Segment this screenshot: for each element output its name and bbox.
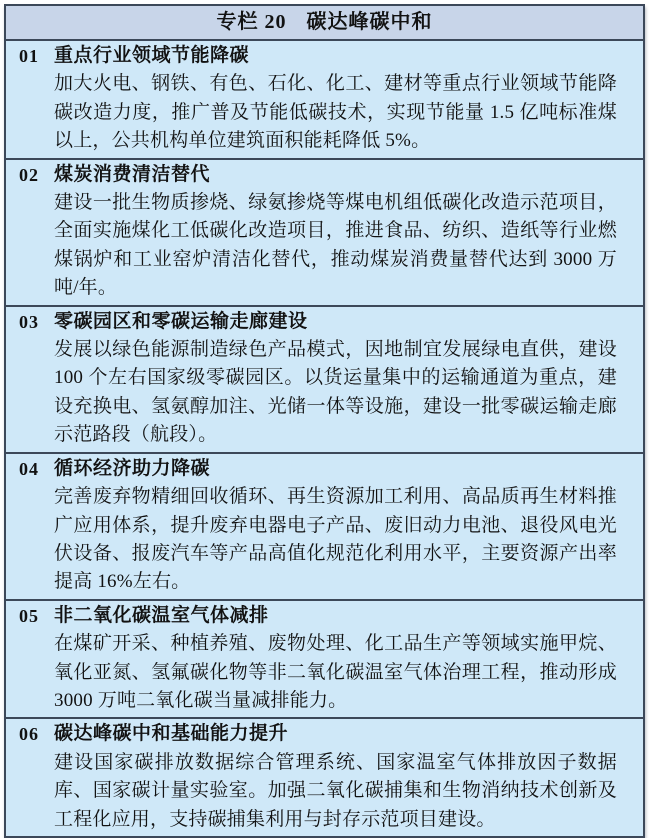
section-03 — [6, 305, 643, 452]
section-heading: 零碳园区和零碳运输走廊建设 — [54, 310, 308, 332]
panel-header — [6, 6, 643, 39]
section-body: 在煤矿开采、种植养殖、废物处理、化工品生产等领域实施甲烷、氧化亚氮、氢氟碳化物等非二氧化碳温室气体治理工程，推动形成 3000 万吨二氧化碳当量减排能力。 — [54, 633, 617, 711]
section-body: 建设国家碳排放数据综合管理系统、国家温室气体排放因子数据库、国家碳计量实验室。加强二氧化碳捕集和生物消纳技术创新及工程化应用，支持碳捕集利用与封存示范项目建设。 — [54, 751, 617, 830]
section-body: 发展以绿色能源制造绿色产品模式，因地制宜发展绿电直供，建设 100 个左右国家级零碳园区。以货运量集中的运输通道为重点，建设充换电、氢氨醇加注、光储一体等设施，建设一批零碳运输走廊示范路段（航段）。 — [54, 339, 617, 446]
section-01 — [6, 39, 643, 158]
section-heading: 重点行业领域节能降碳 — [54, 45, 250, 66]
panel-title-text: 碳达峰碳中和 — [306, 11, 433, 33]
section-number: 05 — [19, 605, 39, 626]
section-06 — [6, 717, 643, 836]
section-number: 03 — [19, 311, 39, 332]
section-heading: 碳达峰碳中和基础能力提升 — [54, 723, 289, 745]
section-number: 04 — [19, 458, 39, 479]
panel-title-label: 专栏 20 — [216, 11, 287, 33]
section-number: 01 — [19, 46, 39, 66]
section-04 — [6, 452, 643, 599]
section-body: 完善废弃物精细回收循环、再生资源加工利用、高品质再生材料推广应用体系，提升废弃电器电子产品、废旧动力电池、退役风电光伏设备、报废汽车等产品高值化规范化利用水平，主要资源产出率提高 16%左右。 — [54, 486, 617, 593]
section-number: 06 — [19, 724, 39, 745]
section-body: 建设一批生物质掺烧、绿氨掺烧等煤电机组低碳化改造示范项目，全面实施煤化工低碳化改造项目，推进食品、纺织、造纸等行业燃煤锅炉和工业窑炉清洁化替代，推动煤炭消费量替代达到 3000 万吨/年。 — [54, 192, 617, 299]
section-number: 02 — [19, 164, 39, 185]
panel-column20 — [4, 4, 645, 838]
section-heading: 非二氧化碳温室气体减排 — [54, 604, 269, 626]
section-02 — [6, 158, 643, 305]
section-heading: 循环经济助力降碳 — [54, 457, 211, 479]
section-heading: 煤炭消费清洁替代 — [54, 163, 211, 185]
section-05 — [6, 599, 643, 718]
section-body: 加大火电、钢铁、有色、石化、化工、建材等重点行业领域节能降碳改造力度，推广普及节能低碳技术，实现节能量 1.5 亿吨标准煤以上，公共机构单位建筑面积能耗降低 5%。 — [54, 73, 617, 152]
